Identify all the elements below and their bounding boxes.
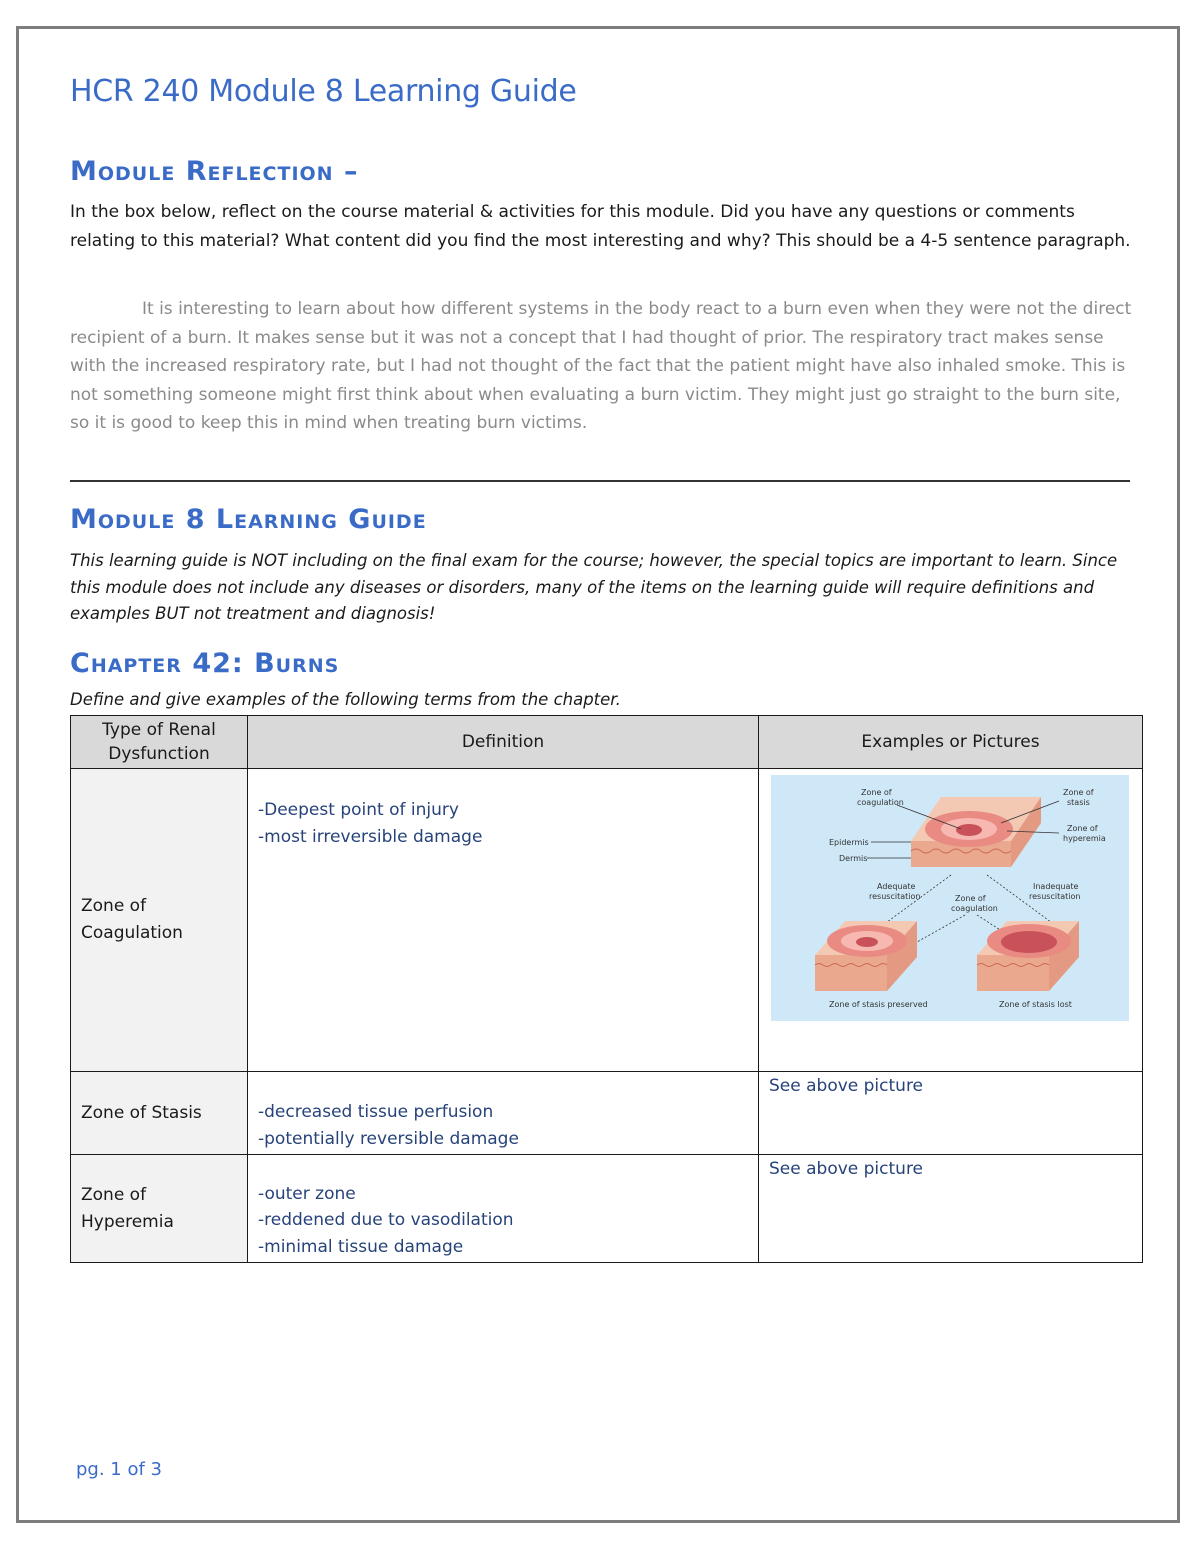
burn-zones-table	[70, 715, 1143, 1263]
label-zone-coagulation-middle: coagulation	[951, 904, 998, 913]
example-text: See above picture	[769, 1076, 924, 1096]
term-zone-of-coagulation: Zone of Coagulation	[81, 896, 183, 943]
definition-line: -potentially reversible damage	[258, 1128, 519, 1149]
term-zone-of-hyperemia: Zone of Hyperemia	[81, 1184, 174, 1232]
table-intro: Define and give examples of the following terms from the chapter.	[70, 690, 621, 709]
table-header-row	[71, 716, 1143, 769]
example-cell[interactable]	[759, 1155, 1143, 1263]
label-adequate-resuscitation: Adequate	[877, 882, 916, 891]
table-row	[71, 769, 1143, 1072]
header-examples: Examples or Pictures	[759, 716, 1143, 769]
definition-line: -outer zone	[258, 1183, 356, 1204]
header-definition: Definition	[248, 716, 759, 769]
label-zone-stasis: Zone of	[1063, 788, 1094, 797]
label-inadequate-resuscitation: Inadequate	[1033, 882, 1079, 891]
label-stasis-preserved: Zone of stasis preserved	[829, 1000, 928, 1009]
label-zone-stasis: stasis	[1067, 798, 1090, 807]
label-inadequate-resuscitation: resuscitation	[1029, 892, 1081, 901]
document-title: HCR 240 Module 8 Learning Guide	[70, 74, 577, 109]
term-cell	[71, 1072, 248, 1155]
label-epidermis: Epidermis	[829, 838, 869, 847]
page-number: pg. 1 of 3	[76, 1459, 162, 1480]
label-zone-hyperemia: Zone of	[1067, 824, 1098, 833]
module-reflection-heading: Module Reflection –	[70, 156, 359, 187]
example-text: See above picture	[769, 1159, 924, 1179]
svg-text:Adequate resuscitati	[869, 882, 920, 901]
label-zone-coagulation-middle: Zone of	[955, 894, 986, 903]
label-stasis-lost: Zone of stasis lost	[999, 1000, 1072, 1009]
definition-cell[interactable]	[248, 1072, 759, 1155]
definition-cell[interactable]	[248, 769, 759, 1072]
term-zone-of-stasis: Zone of Stasis	[81, 1102, 202, 1123]
term-cell	[71, 769, 248, 1072]
reflection-instructions: In the box below, reflect on the course material & activities for this module. Did you have any questions or comments relating to this material? What content did you find the most interesting and why? This should be a 4-5 sentence paragraph.	[70, 202, 1131, 251]
label-adequate-resuscitation: resuscitation	[869, 892, 921, 901]
chapter-heading: Chapter 42: Burns	[70, 648, 340, 679]
definition-line: -minimal tissue damage	[258, 1236, 464, 1257]
definition-line: -decreased tissue perfusion	[258, 1102, 494, 1122]
svg-text:Inadequate resuscita	[1029, 882, 1081, 901]
definition-line: -reddened due to vasodilation	[258, 1210, 514, 1230]
definition-line: -most irreversible damage	[258, 826, 483, 847]
example-cell[interactable]	[759, 1072, 1143, 1155]
reflection-response[interactable]: It is interesting to learn about how different systems in the body react to a burn even when they were not the direct recipient of a burn. It makes sense but it was not a concept that I had thought of prior. The respiratory tract makes sense with the increased respiratory rate, but I had not thought of the fact that the patient might have also inhaled smoke. This is not something someone might first think about when evaluating a burn victim. They might just go straight to the burn site, so it is good to keep this in mind when treating burn victims.	[70, 299, 1132, 433]
label-zone-coagulation: coagulation	[857, 798, 904, 807]
zone-coagulation-center	[956, 824, 982, 836]
term-cell	[71, 1155, 248, 1263]
header-term: Type of Renal Dysfunction	[71, 716, 248, 769]
section-divider	[70, 480, 1130, 482]
label-zone-hyperemia: hyperemia	[1063, 834, 1106, 843]
learning-guide-note: This learning guide is NOT including on the final exam for the course; however, the special topics are important to learn. Since this module does not include any diseases or disorders, many of the items on the learning guide will require definitions and examples BUT not treatment and diagnosis!	[70, 551, 1118, 623]
example-cell	[759, 769, 1143, 1072]
table-row	[71, 1155, 1143, 1263]
learning-guide-heading: Module 8 Learning Guide	[70, 504, 427, 535]
label-dermis: Dermis	[839, 854, 868, 863]
table-row	[71, 1072, 1143, 1155]
definition-line: -Deepest point of injury	[258, 800, 459, 820]
definition-cell[interactable]	[248, 1155, 759, 1263]
burn-zones-diagram	[771, 775, 1129, 1021]
label-zone-coagulation: Zone of	[861, 788, 892, 797]
svg-text:Zone of hyperemia	[1063, 824, 1106, 843]
